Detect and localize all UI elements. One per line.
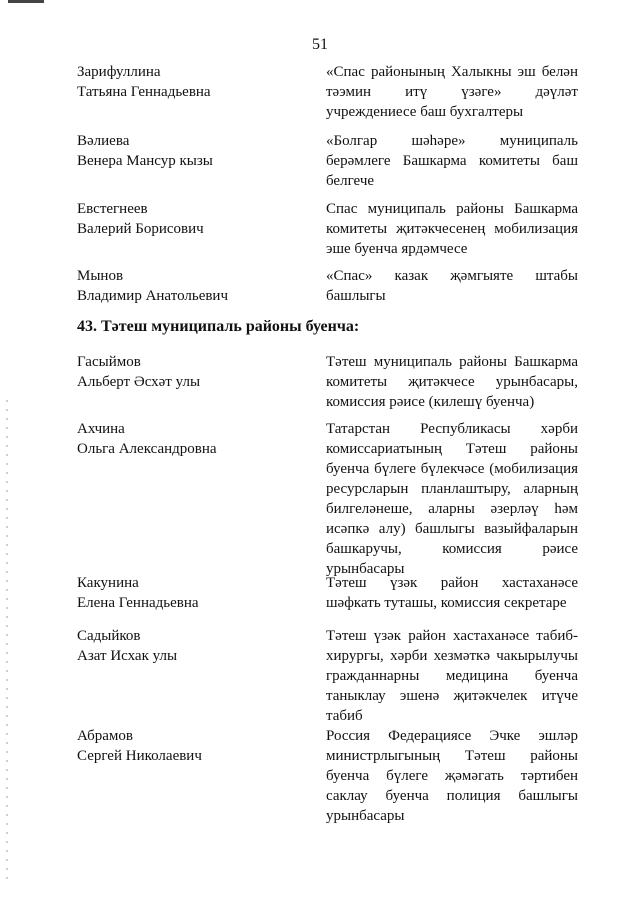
role-line: Тәтеш үзәк район хастаханәсе: [326, 575, 578, 591]
given-name: Альберт Әсхәт улы: [77, 374, 201, 390]
person-name: [77, 352, 297, 392]
position-description: [326, 419, 578, 579]
role-line: шәфкать туташы, комиссия секретаре: [326, 595, 567, 611]
role-line: ресурсларын планлаштыру, аларның: [326, 481, 578, 497]
role-line: «Спас районының Халыкны эш белән: [326, 64, 578, 80]
given-name: Венера Мансур кызы: [77, 153, 213, 169]
role-line: саклау буенча полиция башлыгы: [326, 788, 578, 804]
given-name: Елена Геннадьевна: [77, 595, 199, 611]
role-line: башкаручы, комиссия рәисе: [326, 541, 578, 557]
surname: Какунина: [77, 575, 139, 591]
person-name: [77, 726, 297, 766]
person-name: [77, 573, 297, 613]
person-name: [77, 131, 297, 171]
surname: Мынов: [77, 268, 124, 284]
role-line: министрлыгының Тәтеш районы: [326, 748, 578, 764]
given-name: Валерий Борисович: [77, 221, 204, 237]
role-line: билгеләнеше, аларны әзерләү һәм: [326, 501, 578, 517]
surname: Евстегнеев: [77, 201, 148, 217]
role-line: урынбасары: [326, 561, 405, 577]
given-name: Татьяна Геннадьевна: [77, 84, 211, 100]
position-description: [326, 266, 578, 306]
role-line: «Болгар шәһәре» муниципаль: [326, 133, 578, 149]
section-heading: 43. Тәтеш муниципаль районы буенча:: [77, 318, 360, 335]
role-line: Татарстан Республикасы хәрби: [326, 421, 578, 437]
role-line: «Спас» казак җәмгыяте штабы: [326, 268, 578, 284]
surname: Вәлиева: [77, 133, 130, 149]
role-line: комитеты җитәкчесенең мобилизация: [326, 221, 578, 237]
given-name: Ольга Александровна: [77, 441, 217, 457]
role-line: белгече: [326, 173, 375, 189]
surname: Ахчина: [77, 421, 125, 437]
role-line: Тәтеш үзәк район хастаханәсе табиб-: [326, 628, 578, 644]
position-description: [326, 573, 578, 613]
position-description: [326, 726, 578, 826]
position-description: [326, 131, 578, 191]
person-name: [77, 266, 297, 306]
role-line: исәпкә алу) башлыгы вазыйфаларын: [326, 521, 578, 537]
scan-margin-dots: [6, 400, 8, 880]
role-line: таныклау эшенә җитәкчелек итүче: [326, 688, 578, 704]
person-name: [77, 419, 297, 459]
given-name: Сергей Николаевич: [77, 748, 202, 764]
role-line: Спас муниципаль районы Башкарма: [326, 201, 578, 217]
role-line: гражданнарны медицина буенча: [326, 668, 578, 684]
person-name: [77, 626, 297, 666]
role-line: берәмлеге Башкарма комитеты баш: [326, 153, 578, 169]
position-description: [326, 62, 578, 122]
role-line: башлыгы: [326, 288, 386, 304]
position-description: [326, 352, 578, 412]
given-name: Владимир Анатольевич: [77, 288, 229, 304]
given-name: Азат Исхак улы: [77, 648, 178, 664]
role-line: эше буенча ярдәмчесе: [326, 241, 468, 257]
role-line: комиссариатының Тәтеш районы: [326, 441, 578, 457]
person-name: [77, 199, 297, 239]
role-line: учреждениесе баш бухгалтеры: [326, 104, 524, 120]
role-line: буенча бүлеге бүлекчәсе (мобилизация: [326, 461, 578, 477]
role-line: тәэмин итү үзәге» дәүләт: [326, 84, 578, 100]
role-line: буенча бүлеге җәмәгать тәртибен: [326, 768, 578, 784]
role-line: табиб: [326, 708, 363, 724]
role-line: Россия Федерациясе Эчке эшләр: [326, 728, 578, 744]
role-line: комитеты җитәкчесе урынбасары,: [326, 374, 578, 390]
surname: Гасыймов: [77, 354, 141, 370]
position-description: [326, 199, 578, 259]
role-line: комиссия рәисе (килешү буенча): [326, 394, 535, 410]
surname: Абрамов: [77, 728, 133, 744]
scan-corner-mark: [8, 0, 44, 3]
surname: Садыйков: [77, 628, 141, 644]
role-line: урынбасары: [326, 808, 405, 824]
surname: Зарифуллина: [77, 64, 161, 80]
page-number: 51: [312, 36, 328, 53]
person-name: [77, 62, 297, 102]
position-description: [326, 626, 578, 726]
role-line: хирургы, хәрби хезмәткә чакырылучы: [326, 648, 578, 664]
role-line: Тәтеш муниципаль районы Башкарма: [326, 354, 578, 370]
